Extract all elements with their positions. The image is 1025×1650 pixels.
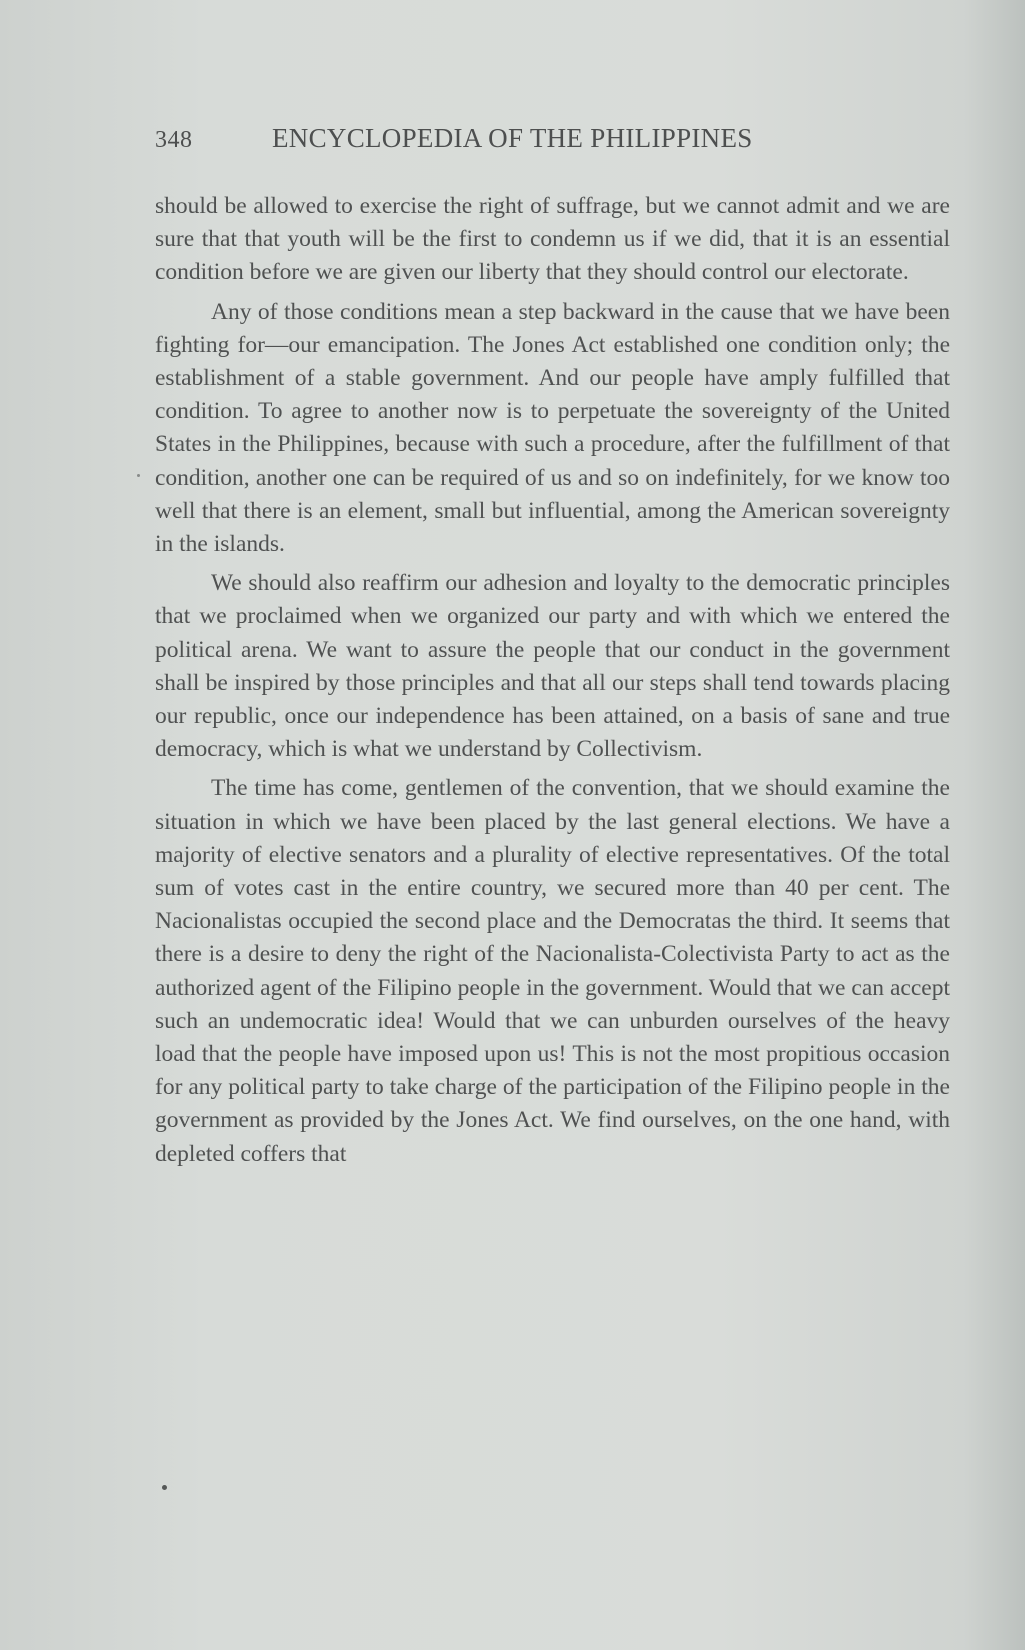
paragraph: The time has come, gentlemen of the convention, that we should examine the situation in which we have been placed by the last general elections. We have a majority of elective senators and a plurality of elective representatives. Of the total sum of votes cast in the entire country, we secured more than 40 per cent. The Nacionalistas occupied the second place and the Democratas the third. It seems that there is a desire to deny the right of the Nacionalista-Colectivista Party to act as the authorized agent of the Filipino people in the government. Would that we can accept such an undemocratic idea! Would that we can unburden ourselves of the heavy load that the people have imposed upon us! This is not the most propitious occasion for any political party to take charge of the participation of the Filipino people in the government as provided by the Jones Act. We find ourselves, on the one hand, with depleted coffers that [155,775,950,1167]
paragraph: We should also reaffirm our adhesion and loyalty to the democratic principles that we proclaimed when we organized our party and with which we entered the political arena. We want to assure the people that our conduct in the government shall be inspired by those principles and that all our steps shall tend towards placing our republic, once our independence has been attained, on a basis of sane and true democracy, which is what we understand by Collectivism. [155,570,950,763]
paragraph-continued: should be allowed to exercise the right of suffrage, but we cannot admit and we are sure that that youth will be the first to condemn us if we did, that it is an essential condition before we are given our liberty that they should control our electorate. [155,193,950,286]
ink-speck [137,474,140,477]
running-head: ENCYCLOPEDIA OF THE PHILIPPINES [272,123,753,153]
page-header [155,123,855,163]
ink-speck [162,1485,167,1490]
body-text [155,190,950,1177]
paragraph: Any of those conditions mean a step backward in the cause that we have been fighting for—our emancipation. The Jones Act established one condition only; the establishment of a stable government. And our people have amply fulfilled that condition. To agree to another now is to perpetuate the sovereignty of the United States in the Philippines, because with such a procedure, after the fulfillment of that condition, another one can be required of us and so on indefinitely, for we know too well that there is an element, small but influential, among the American sovereignty in the islands. [155,298,950,558]
page-number: 348 [155,127,193,153]
